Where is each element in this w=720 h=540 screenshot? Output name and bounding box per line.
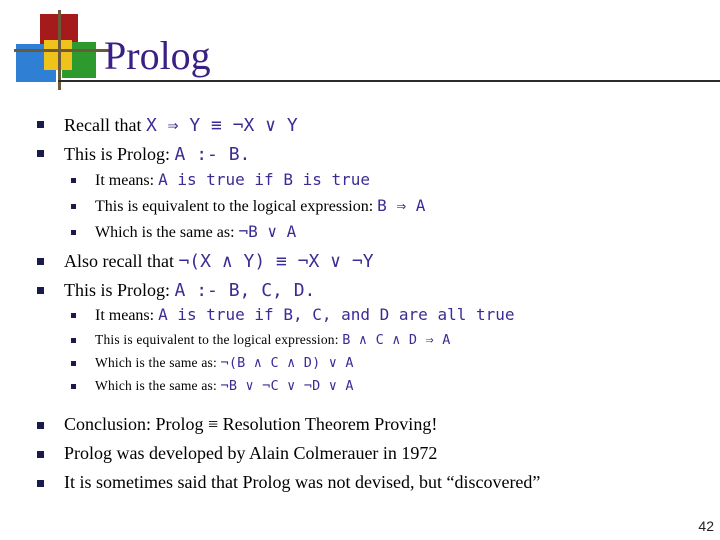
bullet-history: Prolog was developed by Alain Colmerauer in 1972 [64,443,438,463]
bullet-text: Which is the same as: [95,378,221,393]
bullet-text: Also recall that [64,251,179,271]
sub-bullet-meaning [95,170,370,191]
bullet-text: It means: [95,307,159,324]
bullet-text: It means: [95,172,159,189]
bullet-marker [37,258,44,265]
formula: A :- B. [174,144,251,165]
formula: B ⇒ A [377,196,426,215]
sub-bullet-marker [71,361,76,366]
bullet-text: Which is the same as: [95,355,221,370]
bullet-marker [37,451,44,458]
slide-logo [0,0,110,100]
bullet-text: This is Prolog: [64,144,175,164]
formula: A is true if B, C, and D are all true [158,305,515,324]
formula: A is true if B is true [158,170,371,189]
sub-bullet-same-as-expanded [95,377,354,395]
formula: ¬(X ∧ Y) ≡ ¬X ∨ ¬Y [178,251,374,272]
bullet-text: This is equivalent to the logical expression: [95,198,378,215]
bullet-marker [37,480,44,487]
bullet-text: This is equivalent to the logical expression: [95,332,343,347]
formula: ¬B ∨ A [238,222,297,241]
sub-bullet-marker [71,178,76,183]
bullet-prolog-clause-multi [64,279,315,302]
bullet-marker [37,287,44,294]
sub-bullet-equivalent [95,196,425,217]
bullet-marker [37,121,44,128]
bullet-prolog-clause [64,143,250,166]
page-number: 42 [698,518,714,534]
sub-bullet-same-as [95,222,296,243]
formula: X ⇒ Y ≡ ¬X ∨ Y [145,115,298,136]
bullet-conclusion: Conclusion: Prolog ≡ Resolution Theorem Proving! [64,414,438,434]
sub-bullet-equivalent-multi [95,331,451,349]
formula: ¬B ∨ ¬C ∨ ¬D ∨ A [220,378,354,394]
bullet-recall-demorgan [64,250,374,273]
sub-bullet-meaning-multi [95,305,515,326]
formula: ¬(B ∧ C ∧ D) ∨ A [220,355,354,371]
bullet-marker [37,150,44,157]
sub-bullet-same-as-multi [95,354,354,372]
formula: B ∧ C ∧ D ⇒ A [342,332,451,348]
sub-bullet-marker [71,313,76,318]
sub-bullet-marker [71,384,76,389]
bullet-text: Recall that [64,115,146,135]
formula: A :- B, C, D. [174,280,316,301]
bullet-marker [37,422,44,429]
bullet-discovered: It is sometimes said that Prolog was not devised, but “discovered” [64,472,541,492]
sub-bullet-marker [71,230,76,235]
slide-title: Prolog [104,33,211,78]
sub-bullet-marker [71,338,76,343]
bullet-recall-implication [64,114,298,137]
title-divider [58,80,720,82]
bullet-text: This is Prolog: [64,280,175,300]
bullet-text: Which is the same as: [95,224,239,241]
sub-bullet-marker [71,204,76,209]
